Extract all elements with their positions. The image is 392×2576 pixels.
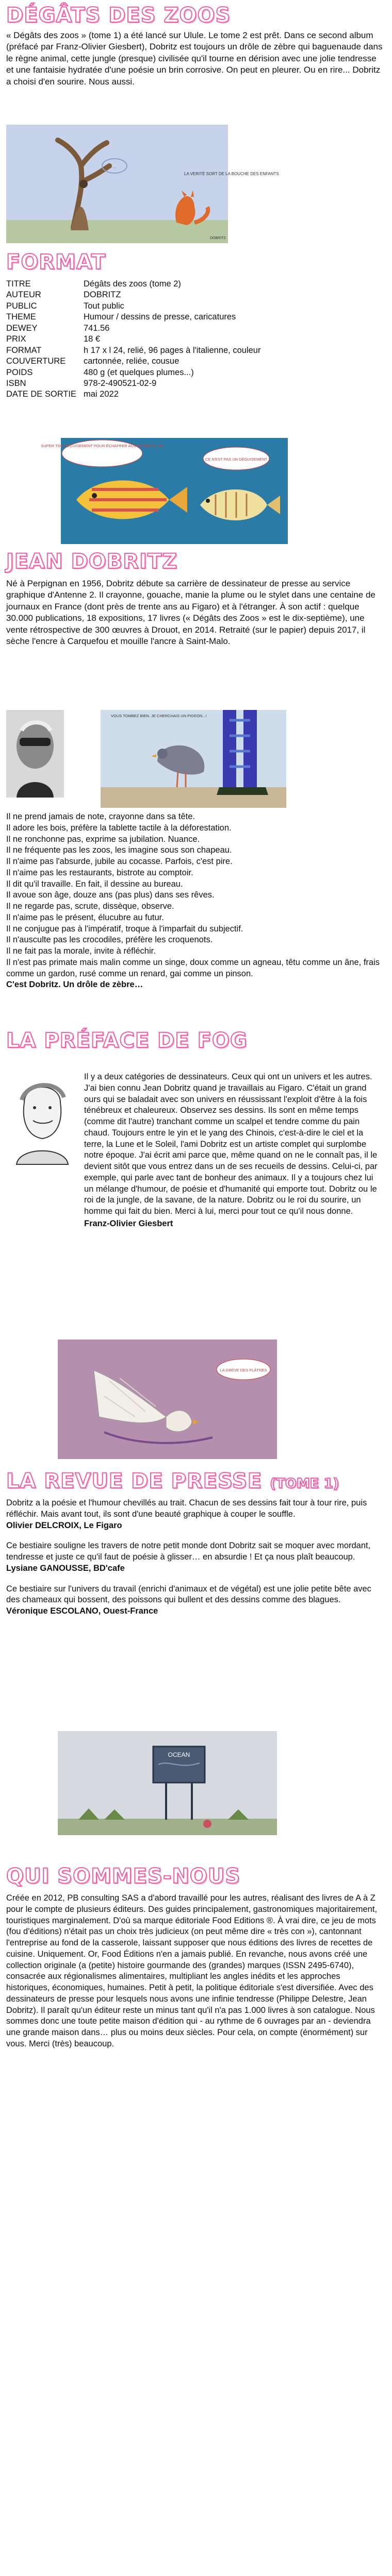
press-quote xyxy=(6,1540,386,1574)
svg-text:...: ... xyxy=(112,164,117,169)
illustration-ocean-sign xyxy=(58,1731,277,1835)
heading-jean-dobritz: JEAN DOBRITZ xyxy=(6,550,178,573)
heading-format: FORMAT xyxy=(6,250,106,274)
format-row-value: 18 € xyxy=(84,334,101,344)
press-heading-main: LA REVUE DE PRESSE xyxy=(6,1469,263,1493)
format-row xyxy=(6,345,260,356)
format-row xyxy=(6,279,260,290)
art2-bubble-1: SUPER TON DÉGUISEMENT POUR ÉCHAPPER AUX PRÉDATEURS xyxy=(41,444,164,448)
format-table xyxy=(6,279,260,400)
format-row-value: Dégâts des zoos (tome 2) xyxy=(84,279,181,289)
format-row-key: DATE DE SORTIE xyxy=(6,389,76,399)
author-trait-line: Il n'aime pas le présent, élucubre au futur. xyxy=(6,912,164,922)
intro-paragraph: « Dégâts des zoos » (tome 1) a été lancé sur Ulule. Le tome 2 est prêt. Dans ce second album (préfacé par Franz-Olivier Giesbert), Dobritz est toujours un drôle de zèbre qui baguenaude dans le règne animal, cette jungle (presque) civilisée qu'il tourne en dérision avec une jolie tendresse et une fantaisie hydratée d'une poésie un brin corrosive. On peut en pleurer. Ou en rire... Dobritz a choisi d'en sourire. Nous aussi. xyxy=(6,30,383,87)
format-row-value: Tout public xyxy=(84,301,124,311)
format-row-key: PRIX xyxy=(6,334,26,344)
format-row-value: cartonnée, reliée, cousue xyxy=(84,357,179,366)
format-row-value: 480 g (et quelques plumes...) xyxy=(84,367,194,377)
author-trait-line: Il ne prend jamais de note, crayonne dans sa tête. xyxy=(6,812,195,821)
about-text: Créée en 2012, PB consulting SAS a d'abord travaillé pour les autres, réalisant des livres de A à Z pour le compte de plusieurs éditeurs. Des guides principalement, gastronomiques majoritairement, touristiques marginalement. D'où sa marque éditoriale Food Editions ®. À vrai dire, ce jeu de mots (fou d'éditions) n'était pas un choix très judicieux (on peut même dire « très con »), cantonnant l'entreprise au fond de la casserole, laissant supposer que nous éditions des livres de recettes de cuisine. Uniquement. Or, Food Éditions n'en a jamais publié. En revanche, nous avons créé une collection originale (a (petite) histoire gourmande des (grandes) marques (ISSN 2495-6740), consacrée aux régionalismes alimentaires, multipliant les angles inédits et les approches historiques, économiques, humaines. Petit à petit, la politique éditoriale s'est diversifiée. Avec des dessinateurs de presse pour lesquels nous avons une infinie tendresse (Philippe Delestre, Jean Dobritz). Il paraît qu'un éditeur reste un minus tant qu'il n'a pas 1.000 livres à son catalogue. Nous sommes donc une toute petite maison d'édition qui - au rythme de 6 ouvrages par an - deviendra une grande maison dans… plus ou moins deux siècles. Pour cela, on compte (énormément) sur vous. Merci (très) beaucoup. xyxy=(6,1893,378,2048)
section-press-review xyxy=(6,1470,386,1626)
press-quote xyxy=(6,1584,386,1617)
heading-about: QUI SOMMES-NOUS xyxy=(6,1865,241,1888)
art3-bubble: VOUS TOMBEZ BIEN. JE CHERCHAIS UN PIGEON...! xyxy=(111,714,207,718)
preface-signature: Franz-Olivier Giesbert xyxy=(84,1218,173,1228)
press-quote-text: Dobritz a la poésie et l'humour chevillés au trait. Chacun de ses dessins fait tour à tour rire, puis réfléchir. Mais avant tout, ils sont d'une beauté graphique à couper le souffle. xyxy=(6,1498,367,1519)
preface-text: Il y a deux catégories de dessinateurs. Ceux qui ont un univers et les autres. J'ai bien connu Jean Dobritz quand je travaillais au Figaro. C'était un grand ours qui se baladait avec son univers en réussissant l'exploit d'être à la fois ténébreux et chaleureux. Observez ses dessins. Ils sont en même temps (comme dit l'autre) tranchant comme un scalpel et tendre comme du pain chaud. Toujours entre le yin et le yang des Chinois, c'est-à-dire le ciel et la terre, la Lune et le Soleil, l'ami Dobritz est un artiste complet qui surplombe notre époque. J'ai écrit ami parce que, même quand on ne le connaît pas, il le devient sitôt que vous entrez dans un de ses recueils de dessins. Celui-ci, par exemple, qui parle avec tant de bonheur des animaux. Il y a toujours chez lui un mélange d'humour, de poésie et d'humanité qui emporte tout. Dobritz ou le roi de la jungle, de la savane, de la nature. Dobritz ou le roi du sourire, un homme qui fait du bien. Merci à lui, merci pour tout ce qu'il nous donne. xyxy=(84,1072,378,1216)
author-trait-line: Il dit qu'il travaille. En fait, il dessine au bureau. xyxy=(6,879,183,889)
illustration-plaster-bird xyxy=(58,1340,277,1459)
illustration-pigeon xyxy=(101,710,286,808)
format-row-value: 741.56 xyxy=(84,323,110,333)
format-row-key: COUVERTURE xyxy=(6,357,66,366)
preface-block xyxy=(84,1072,383,1230)
heading-press-review xyxy=(6,1470,386,1493)
heading-degats-des-zoos: DÉGÂTS DES ZOOS xyxy=(6,4,231,27)
author-portrait-photo xyxy=(6,710,64,798)
format-row-value: mai 2022 xyxy=(84,389,119,399)
format-row-key: ISBN xyxy=(6,378,26,388)
author-trait-line: Il avoue son âge, douze ans (pas plus) dans ses rêves. xyxy=(6,890,215,900)
art1-caption: LA VERITÉ SORT DE LA BOUCHE DES ENFANTS xyxy=(184,172,279,176)
section-format xyxy=(6,251,386,400)
format-row-value: 978-2-490521-02-9 xyxy=(84,378,157,388)
press-quote-text: Ce bestiaire souligne les travers de notre petit monde dont Dobritz sait se moquer avec mordant, tendresse et juste ce qu'il faut de poésie à glisser… en absurdie ! Et ça nous plaît beaucoup. xyxy=(6,1541,371,1562)
format-row xyxy=(6,290,260,300)
author-trait-line: Il ne conjugue pas à l'impératif, troque à l'imparfait du subjectif. xyxy=(6,924,243,934)
author-trait-line: Il n'est pas primate mais malin comme un singe, doux comme un agneau, têtu comme un âne, frais comme un gardon, rusé comme un renard, gai comme un pinson. xyxy=(6,957,380,978)
format-row xyxy=(6,389,260,400)
format-row-key: FORMAT xyxy=(6,345,42,355)
format-row xyxy=(6,301,260,312)
author-trait-line: Il ne fait pas la morale, invite à réfléchir. xyxy=(6,946,156,956)
format-row xyxy=(6,334,260,345)
format-row-value: DOBRITZ xyxy=(84,290,121,300)
author-trait-line: Il n'aime pas les restaurants, bistrote au comptoir. xyxy=(6,868,193,877)
format-row-key: THEME xyxy=(6,312,36,322)
heading-preface: LA PRÉFACE DE FOG xyxy=(6,1029,248,1053)
section-preface xyxy=(6,1029,386,1052)
author-trait-line: Il ne fréquente pas les zoos, les imagine sous son chapeau. xyxy=(6,845,232,855)
format-row xyxy=(6,378,260,389)
press-quote-source: Lysiane GANOUSSE, BD'cafe xyxy=(6,1563,125,1573)
author-tagline: C'est Dobritz. Un drôle de zèbre… xyxy=(6,980,143,990)
author-trait-line: Il adore les bois, préfère la tablette tactile à la déforestation. xyxy=(6,823,232,833)
section-jean-dobritz xyxy=(6,550,386,648)
format-row-key: TITRE xyxy=(6,279,31,289)
art1-signature: DOBRITZ xyxy=(210,236,226,240)
author-trait-line: Il n'ausculte pas les crocodiles, préfère les croquenots. xyxy=(6,935,213,945)
art2-bubble-2: CE N'EST PAS UN DÉGUISEMENT xyxy=(205,457,268,462)
illustration-fog-portrait xyxy=(6,1072,78,1164)
author-trait-line: Il ne ronchonne pas, exprime sa jubilation. Nuance. xyxy=(6,834,200,844)
format-row xyxy=(6,323,260,334)
author-traits-list xyxy=(6,811,386,991)
press-quote-source: Véronique ESCOLANO, Ouest-France xyxy=(6,1606,158,1616)
press-quote-source: Olivier DELCROIX, Le Figaro xyxy=(6,1520,122,1530)
author-trait-line: Il n'aime pas l'absurde, jubile au cocasse. Parfois, c'est pire. xyxy=(6,857,233,867)
format-row-key: AUTEUR xyxy=(6,290,41,300)
format-row xyxy=(6,356,260,367)
press-heading-tome: (TOME 1) xyxy=(270,1476,339,1492)
art4-bubble: LA GRÈVE DES PLÂTRES xyxy=(220,1368,267,1372)
author-trait-line: Il ne regarde pas, scrute, dissèque, observe. xyxy=(6,902,174,911)
format-row-value: h 17 x l 24, relié, 96 pages à l'italienne, couleur xyxy=(84,345,261,355)
section-about xyxy=(6,1865,386,2050)
format-row-value: Humour / dessins de presse, caricatures xyxy=(84,312,236,322)
illustration-tree-fox xyxy=(6,125,279,243)
format-row-key: DEWEY xyxy=(6,323,38,333)
format-row-key: POIDS xyxy=(6,367,33,377)
press-quote-text: Ce bestiaire sur l'univers du travail (enrichi d'animaux et de végétal) est une jolie petite bête avec des chameaux qui bossent, des poissons qui bullent et des dessins comme des blagues. xyxy=(6,1584,371,1605)
author-bio: Né à Perpignan en 1956, Dobritz débute sa carrière de dessinateur de presse au service graphique d'Antenne 2. Il crayonne, gouache, manie la plume ou le stylet dans une centaine de journaux en France (dont près de trente ans au Figaro) et à l'étranger. À son actif : quelque 30.000 publications, 18 expositions, 17 livres (« Dégâts des Zoos » est le dix-septième), une vente rétrospective de 300 œuvres à Drouot, en 2014. Retraité (sur le papier) depuis 2017, il sèche l'encre à Carquefou et mouille l'ancre à Saint-Malo. xyxy=(6,579,375,647)
section-degats-des-zoos xyxy=(6,4,386,88)
format-row xyxy=(6,367,260,378)
press-quote xyxy=(6,1498,386,1531)
art5-sign-text: OCEAN xyxy=(168,1751,190,1758)
illustration-fish xyxy=(41,438,288,544)
format-row-key: PUBLIC xyxy=(6,301,37,311)
format-row xyxy=(6,312,260,323)
